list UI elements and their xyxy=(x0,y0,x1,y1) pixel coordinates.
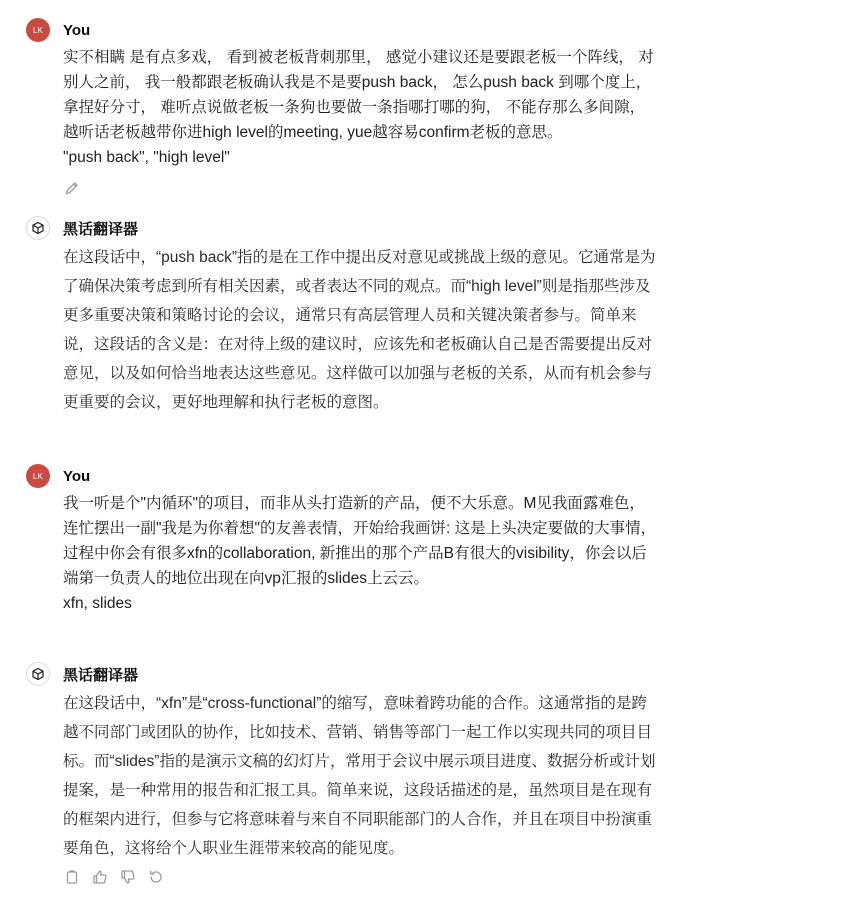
message-header xyxy=(26,18,726,42)
thumbs-up-icon[interactable] xyxy=(91,868,109,886)
message-text xyxy=(63,491,726,616)
thumbs-down-icon[interactable] xyxy=(119,868,137,886)
message-line: 越不同部门或团队的协作，比如技术、营销、销售等部门一起工作以实现共同的项目目 xyxy=(63,724,653,741)
cube-icon xyxy=(26,662,50,686)
assistant-message xyxy=(26,662,726,887)
message-line: 在这段话中，“xfn”是“cross-functional”的缩写，意味着跨功能的合作。这通常指的是跨 xyxy=(63,695,647,712)
message-line: 实不相瞒 是有点多戏， 看到被老板背刺那里， 感觉小建议还是要跟老板一个阵线， 对 xyxy=(63,49,654,66)
message-line: 端第一负责人的地位出现在向vp汇报的slides上云云。 xyxy=(63,570,429,587)
message-text xyxy=(63,243,726,417)
user-message-actions xyxy=(63,178,726,198)
regenerate-icon[interactable] xyxy=(147,868,165,886)
cube-icon xyxy=(26,216,50,240)
message-line: 在这段话中，“push back”指的是在工作中提出反对意见或挑战上级的意见。它通常是为 xyxy=(63,249,656,266)
message-line: 越听话老板越带你进high level的meeting, yue越容易confirm老板的意思。 xyxy=(63,124,563,141)
message-line: 拿捏好分寸， 难听点说做老板一条狗也要做一条指哪打哪的狗， 不能存那么多间隙， xyxy=(63,99,646,116)
author-name: 黑话翻译器 xyxy=(63,220,139,238)
message-line: 的框架内进行，但参与它将意味着与来自不同职能部门的人合作，并且在项目中扮演重 xyxy=(63,811,653,828)
message-line: 意见，以及如何恰当地表达这些意见。这样做可以加强与老板的关系，从而有机会参与 xyxy=(63,365,653,382)
user-avatar: LK xyxy=(26,18,50,42)
message-header xyxy=(26,662,726,686)
message-line: 过程中你会有很多xfn的collaboration, 新推出的那个产品B有很大的visibility，你会以后 xyxy=(63,545,647,562)
message-line: 提案，是一种常用的报告和汇报工具。简单来说，这段话描述的是，虽然项目是在现有 xyxy=(63,782,653,799)
assistant-message xyxy=(26,216,726,417)
message-text xyxy=(63,45,726,170)
message-line: 我一听是个"内循环"的项目，而非从头打造新的产品，便不大乐意。M见我面露难色， xyxy=(63,495,645,512)
message-header xyxy=(26,464,726,488)
user-avatar: LK xyxy=(26,464,50,488)
pencil-icon[interactable] xyxy=(63,179,81,197)
message-line: 连忙摆出一副"我是为你着想"的友善表情，开始给我画饼: 这是上头决定要做的大事情， xyxy=(63,520,657,537)
assistant-message-actions xyxy=(63,867,726,887)
message-line: "push back", "high level" xyxy=(63,149,230,166)
message-line: 标。而“slides”指的是演示文稿的幻灯片，常用于会议中展示项目进度、数据分析或计划 xyxy=(63,753,656,770)
message-line: 了确保决策考虑到所有相关因素，或者表达不同的观点。而“high level”则是指那些涉及 xyxy=(63,278,651,295)
message-line: 更多重要决策和策略讨论的会议，通常只有高层管理人员和关键决策者参与。简单来 xyxy=(63,307,637,324)
message-line: 别人之前， 我一般都跟老板确认我是不是要push back， 怎么push back 到哪个度上， xyxy=(63,74,652,91)
author-name: You xyxy=(63,467,91,485)
message-line: 说，这段话的含义是：在对待上级的建议时，应该先和老板确认自己是否需要提出反对 xyxy=(63,336,653,353)
author-name: 黑话翻译器 xyxy=(63,666,139,684)
copy-icon[interactable] xyxy=(63,868,81,886)
user-message xyxy=(26,18,726,198)
user-message xyxy=(26,464,726,616)
message-line: 更重要的会议，更好地理解和执行老板的意图。 xyxy=(63,394,389,411)
message-text xyxy=(63,689,726,863)
message-header xyxy=(26,216,726,240)
message-line: 要角色，这将给个人职业生涯带来较高的能见度。 xyxy=(63,840,405,857)
message-line: xfn, slides xyxy=(63,595,132,612)
author-name: You xyxy=(63,21,91,39)
